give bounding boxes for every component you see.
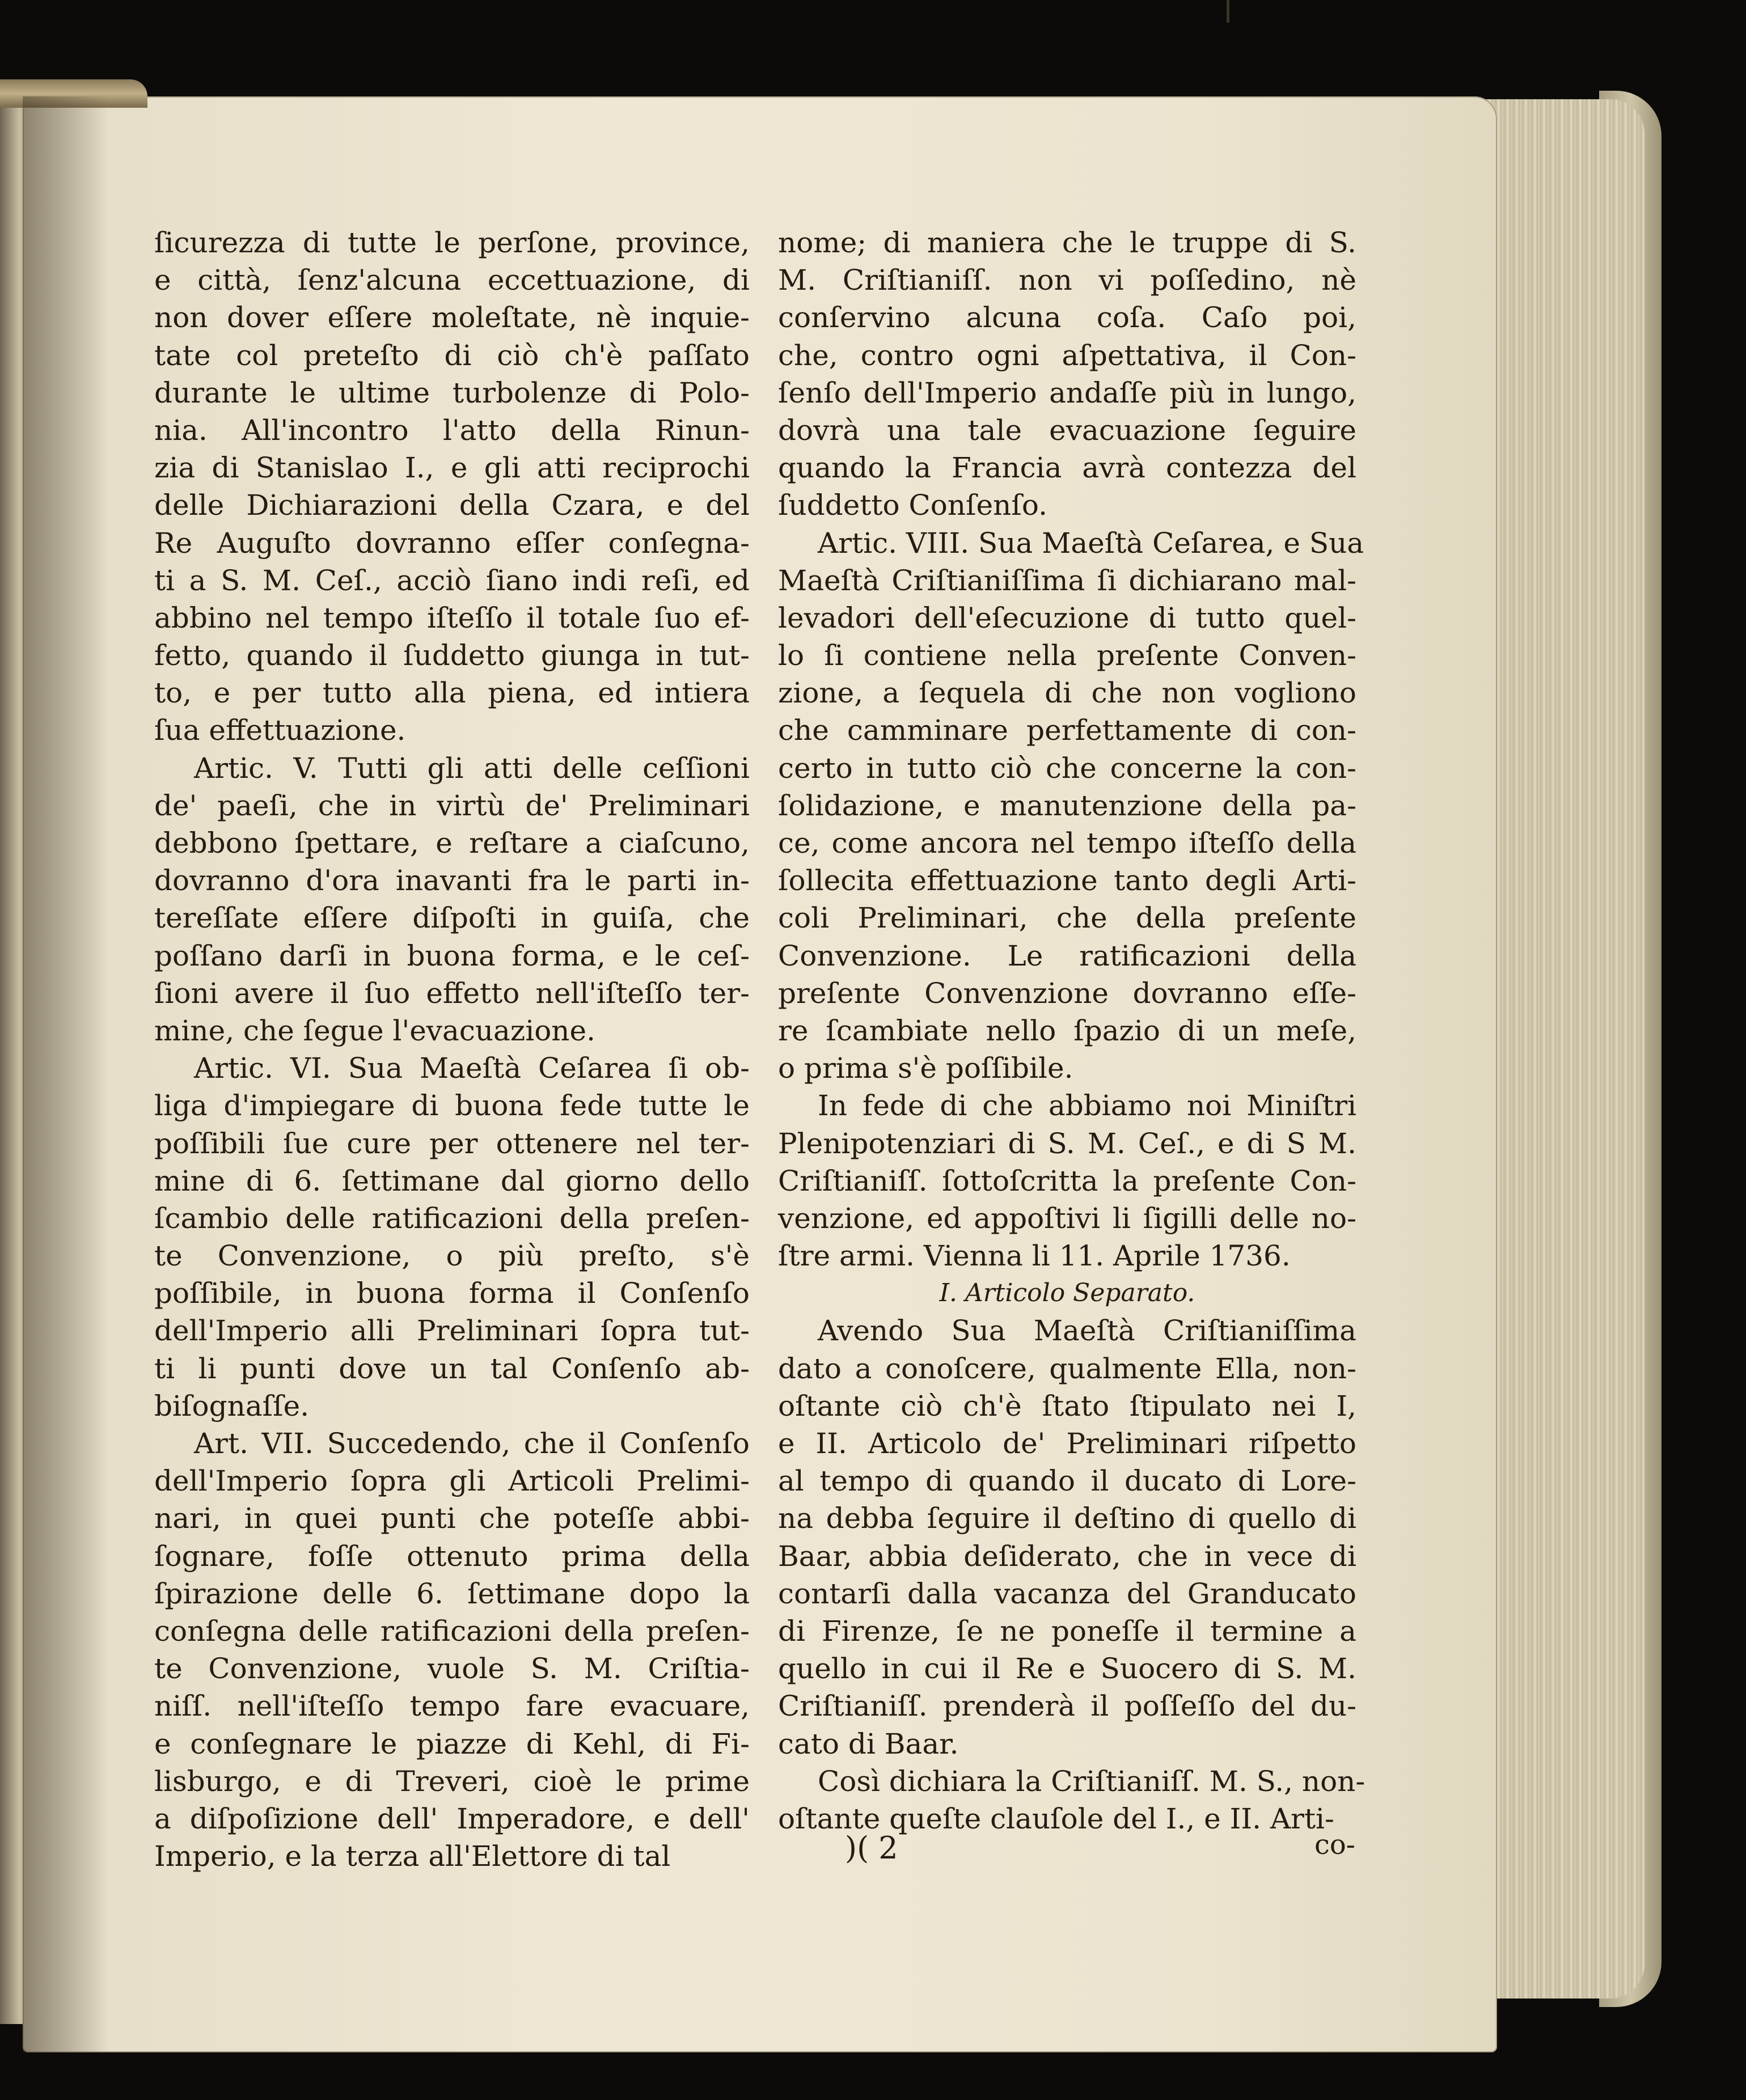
text-line: certo in tutto ciò che concerne la con-	[778, 751, 1356, 785]
text-line: te Convenzione, vuole S. M. Criſtia-	[154, 1652, 750, 1686]
text-line: dato a conoſcere, qualmente Ella, non-	[778, 1352, 1356, 1385]
text-line: nia. All'incontro l'atto della Rinun-	[154, 413, 750, 447]
text-line: poſſibili ſue cure per ottenere nel ter-	[154, 1127, 750, 1160]
text-line: al tempo di quando il ducato di Lore-	[778, 1464, 1356, 1498]
text-line: re ſcambiate nello ſpazio di un meſe,	[778, 1014, 1356, 1047]
text-line: dovrà una tale evacuazione ſeguire	[778, 413, 1356, 447]
text-line: de' paeſi, che in virtù de' Preliminari	[154, 789, 750, 822]
right-text-column	[778, 224, 1365, 1837]
text-line: Maeſtà Criſtianiſſima ſi dichiarano mal-	[778, 564, 1356, 597]
text-line: ſollecita effettuazione tanto degli Arti-	[778, 864, 1356, 897]
page-block-edges	[1474, 99, 1644, 1999]
text-line: venzione, ed appoſtivi li ſigilli delle no-	[778, 1201, 1356, 1235]
text-line: Criſtianiſſ. ſottoſcritta la preſente Con-	[778, 1164, 1356, 1197]
text-line: te Convenzione, o più preſto, s'è	[154, 1239, 750, 1273]
text-line: fetto, quando il ſuddetto giunga in tut-	[154, 639, 750, 672]
text-line: na debba ſeguire il deſtino di quello di	[778, 1502, 1356, 1535]
text-line: Così dichiara la Criſtianiſſ. M. S., non-	[818, 1764, 1365, 1798]
text-line: cato di Baar.	[778, 1727, 959, 1760]
text-line: Criſtianiſſ. prenderà il poſſeſſo del du-	[778, 1690, 1356, 1723]
text-line: quello in cui il Re e Suocero di S. M.	[778, 1652, 1356, 1686]
text-line: dovranno d'ora inavanti fra le parti in-	[154, 864, 750, 897]
text-line: ti a S. M. Ceſ., acciò ſiano indi reſi, ed	[154, 564, 750, 597]
text-line: ſcambio delle ratificazioni della preſen-	[154, 1201, 750, 1235]
text-line: liga d'impiegare di buona fede tutte le	[154, 1089, 750, 1123]
text-line: ſenſo dell'Imperio andaſſe più in lungo,	[778, 376, 1356, 409]
text-line: ce, come ancora nel tempo iſteſſo della	[778, 827, 1356, 860]
text-line: tate col preteſto di ciò ch'è paſſato	[154, 338, 750, 372]
text-line: oſtante queſte clauſole del I., e II. Arti-	[778, 1802, 1334, 1835]
text-line: ſioni avere il ſuo effetto nell'iſteſſo ter-	[154, 976, 750, 1010]
text-line: zia di Stanislao I., e gli atti reciprochi	[154, 451, 750, 485]
text-line: to, e per tutto alla piena, ed intiera	[154, 676, 750, 710]
text-line: nome; di maniera che le truppe di S.	[778, 226, 1356, 259]
text-line: conſegna delle ratificazioni della preſen-	[154, 1614, 750, 1648]
text-line: Artic. VI. Sua Maeſtà Ceſarea ſi ob-	[194, 1052, 750, 1085]
text-line: lo ſi contiene nella preſente Conven-	[778, 639, 1356, 672]
text-line: niſſ. nell'iſteſſo tempo fare evacuare,	[154, 1690, 750, 1723]
text-line: oſtante ciò ch'è ſtato ſtipulato nei I,	[778, 1389, 1356, 1422]
text-line: preſente Convenzione dovranno eſſe-	[778, 976, 1356, 1010]
text-line: e conſegnare le piazze di Kehl, di Fi-	[154, 1727, 750, 1760]
text-line: Plenipotenziari di S. M. Ceſ., e di S M.	[778, 1127, 1356, 1160]
text-line: Artic. VIII. Sua Maeſtà Ceſarea, e Sua	[818, 526, 1364, 560]
text-line: che, contro ogni aſpettativa, il Con-	[778, 338, 1356, 372]
catchword: co-	[1314, 1829, 1355, 1861]
text-line: zione, a ſequela di che non vogliono	[778, 676, 1356, 710]
text-line: Imperio, e la terza all'Elettore di tal	[154, 1840, 671, 1873]
text-line: biſognaſſe.	[154, 1389, 310, 1422]
text-line: poſſano darſi in buona forma, e le ceſ-	[154, 939, 750, 972]
text-line: M. Criſtianiſſ. non vi poſſedino, nè	[778, 264, 1356, 297]
text-line: mine, che ſegue l'evacuazione.	[154, 1014, 595, 1047]
text-line: In fede di che abbiamo noi Miniſtri	[818, 1089, 1356, 1123]
text-line: I. Articolo Separato.	[939, 1278, 1195, 1308]
text-line: Avendo Sua Maeſtà Criſtianiſſima	[818, 1314, 1356, 1348]
text-line: ſua effettuazione.	[154, 714, 406, 747]
text-line: ſognare, foſſe ottenuto prima della	[154, 1539, 750, 1573]
text-line: nari, in quei punti che poteſſe abbi-	[154, 1502, 750, 1535]
text-line: Art. VII. Succedendo, che il Conſenſo	[194, 1427, 750, 1460]
text-line: ſuddetto Conſenſo.	[778, 489, 1047, 522]
text-line: non dover eſſere moleſtate, nè inquie-	[154, 301, 750, 335]
text-line: mine di 6. ſettimane dal giorno dello	[154, 1164, 750, 1197]
text-line: dell'Imperio ſopra gli Articoli Prelimi-	[154, 1464, 750, 1498]
text-line: delle Dichiarazioni della Czara, e del	[154, 489, 750, 522]
text-line: e II. Articolo de' Preliminari riſpetto	[778, 1427, 1356, 1460]
text-line: lisburgo, e di Treveri, cioè le prime	[154, 1764, 750, 1798]
text-line: conſervino alcuna coſa. Caſo poi,	[778, 301, 1356, 335]
top-marker	[1227, 0, 1229, 23]
text-line: che camminare perfettamente di con-	[778, 714, 1356, 747]
text-line: tereſſate eſſere diſpoſti in guiſa, che	[154, 901, 750, 935]
text-line: Convenzione. Le ratificazioni della	[778, 939, 1356, 972]
text-line: Baar, abbia deſiderato, che in vece di	[778, 1539, 1356, 1573]
left-text-column	[154, 224, 750, 1875]
text-line: ſolidazione, e manutenzione della pa-	[778, 789, 1356, 822]
text-line: debbono ſpettare, e reſtare a ciaſcuno,	[154, 827, 750, 860]
signature-mark: )( 2	[845, 1830, 898, 1866]
gutter-shadow	[23, 96, 108, 2052]
text-line: poſſibile, in buona forma il Conſenſo	[154, 1277, 750, 1310]
text-line: quando la Francia avrà contezza del	[778, 451, 1356, 485]
text-line: ſicurezza di tutte le perſone, province,	[154, 226, 750, 259]
text-line: contarſi dalla vacanza del Granducato	[778, 1577, 1356, 1610]
text-line: durante le ultime turbolenze di Polo-	[154, 376, 750, 409]
text-line: ti li punti dove un tal Conſenſo ab-	[154, 1352, 750, 1385]
text-line: ſpirazione delle 6. ſettimane dopo la	[154, 1577, 750, 1610]
text-line: abbino nel tempo iſteſſo il totale ſuo ef-	[154, 601, 750, 634]
text-line: a diſpoſizione dell' Imperadore, e dell'	[154, 1802, 750, 1835]
text-line: di Firenze, ſe ne poneſſe il termine a	[778, 1614, 1356, 1648]
text-line: e città, ſenz'alcuna eccettuazione, di	[154, 264, 750, 297]
text-line: Re Auguſto dovranno eſſer conſegna-	[154, 526, 750, 560]
text-line: coli Preliminari, che della preſente	[778, 901, 1356, 935]
text-line: Artic. V. Tutti gli atti delle ceſſioni	[194, 751, 750, 785]
text-line: ſtre armi. Vienna li 11. Aprile 1736.	[778, 1239, 1291, 1273]
text-line: o prima s'è poſſibile.	[778, 1052, 1073, 1085]
text-line: dell'Imperio alli Preliminari ſopra tut-	[154, 1314, 750, 1348]
text-line: levadori dell'eſecuzione di tutto quel-	[778, 601, 1356, 634]
